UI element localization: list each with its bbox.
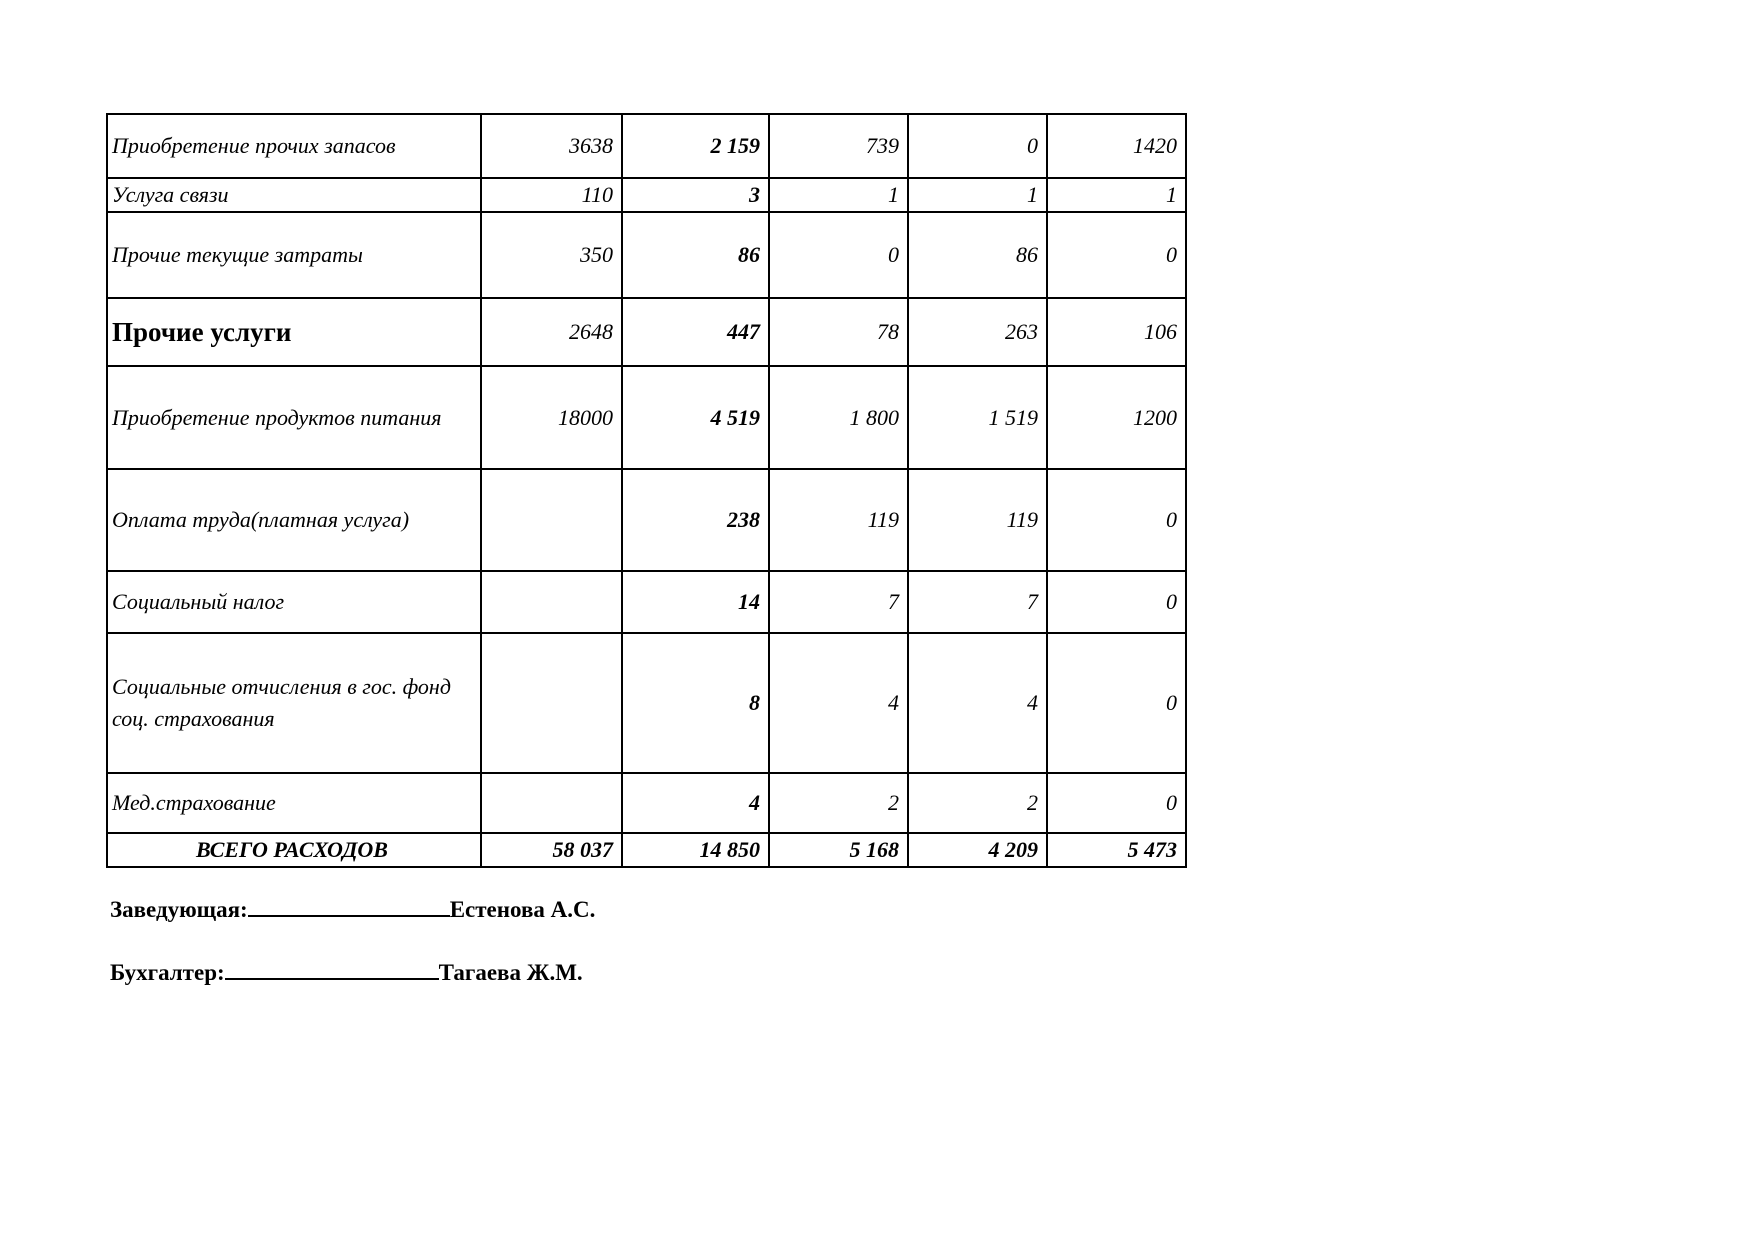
row-value-1: 350 <box>481 212 622 298</box>
signature-line <box>225 958 439 980</box>
table-row <box>107 114 1186 178</box>
row-name: Социальные отчисления в гос. фонд соц. страхования <box>107 633 481 773</box>
accountant-signature-name: Тагаева Ж.М. <box>438 960 583 985</box>
row-value-5: 0 <box>1047 212 1186 298</box>
row-value-1: 2648 <box>481 298 622 366</box>
row-value-5: 1 <box>1047 178 1186 212</box>
head-signature-label: Заведующая: <box>110 897 248 922</box>
accountant-signature <box>110 958 583 986</box>
row-value-1 <box>481 773 622 833</box>
expenses-table <box>106 113 1187 868</box>
row-value-3: 7 <box>769 571 908 633</box>
total-value-2: 14 850 <box>622 833 769 867</box>
row-value-2: 3 <box>622 178 769 212</box>
row-name: Прочие услуги <box>107 298 481 366</box>
row-value-5: 0 <box>1047 633 1186 773</box>
row-name: Приобретение прочих запасов <box>107 114 481 178</box>
row-value-1 <box>481 469 622 571</box>
row-value-3: 739 <box>769 114 908 178</box>
row-name: Оплата труда(платная услуга) <box>107 469 481 571</box>
row-value-4: 1 <box>908 178 1047 212</box>
row-value-3: 1 800 <box>769 366 908 469</box>
signature-line <box>248 895 450 917</box>
table-row <box>107 773 1186 833</box>
row-name: Услуга связи <box>107 178 481 212</box>
row-value-4: 2 <box>908 773 1047 833</box>
table-row <box>107 571 1186 633</box>
accountant-signature-label: Бухгалтер: <box>110 960 225 985</box>
total-label: ВСЕГО РАСХОДОВ <box>107 833 481 867</box>
row-value-4: 1 519 <box>908 366 1047 469</box>
row-value-1 <box>481 633 622 773</box>
row-value-1 <box>481 571 622 633</box>
head-signature-name: Естенова А.С. <box>449 897 596 922</box>
row-value-2: 4 519 <box>622 366 769 469</box>
row-value-2: 238 <box>622 469 769 571</box>
total-value-1: 58 037 <box>481 833 622 867</box>
row-value-3: 4 <box>769 633 908 773</box>
row-value-2: 4 <box>622 773 769 833</box>
total-value-3: 5 168 <box>769 833 908 867</box>
row-value-3: 0 <box>769 212 908 298</box>
table-row <box>107 298 1186 366</box>
row-value-4: 263 <box>908 298 1047 366</box>
row-value-4: 0 <box>908 114 1047 178</box>
total-value-4: 4 209 <box>908 833 1047 867</box>
row-value-2: 14 <box>622 571 769 633</box>
row-value-5: 1200 <box>1047 366 1186 469</box>
total-row <box>107 833 1186 867</box>
row-name: Мед.страхование <box>107 773 481 833</box>
row-value-4: 119 <box>908 469 1047 571</box>
row-value-5: 0 <box>1047 469 1186 571</box>
table-row <box>107 469 1186 571</box>
row-name: Приобретение продуктов питания <box>107 366 481 469</box>
head-signature <box>110 895 595 923</box>
row-value-2: 2 159 <box>622 114 769 178</box>
table-row <box>107 633 1186 773</box>
row-value-3: 1 <box>769 178 908 212</box>
row-value-4: 4 <box>908 633 1047 773</box>
row-value-2: 8 <box>622 633 769 773</box>
row-value-5: 0 <box>1047 773 1186 833</box>
row-value-2: 86 <box>622 212 769 298</box>
row-value-1: 18000 <box>481 366 622 469</box>
table-row <box>107 212 1186 298</box>
row-name: Прочие текущие затраты <box>107 212 481 298</box>
row-value-1: 110 <box>481 178 622 212</box>
row-value-4: 86 <box>908 212 1047 298</box>
table-row <box>107 178 1186 212</box>
row-value-5: 0 <box>1047 571 1186 633</box>
table-row <box>107 366 1186 469</box>
row-value-3: 119 <box>769 469 908 571</box>
row-name: Социальный налог <box>107 571 481 633</box>
row-value-3: 78 <box>769 298 908 366</box>
row-value-5: 1420 <box>1047 114 1186 178</box>
row-value-2: 447 <box>622 298 769 366</box>
row-value-1: 3638 <box>481 114 622 178</box>
row-value-5: 106 <box>1047 298 1186 366</box>
row-value-4: 7 <box>908 571 1047 633</box>
row-value-3: 2 <box>769 773 908 833</box>
total-value-5: 5 473 <box>1047 833 1186 867</box>
